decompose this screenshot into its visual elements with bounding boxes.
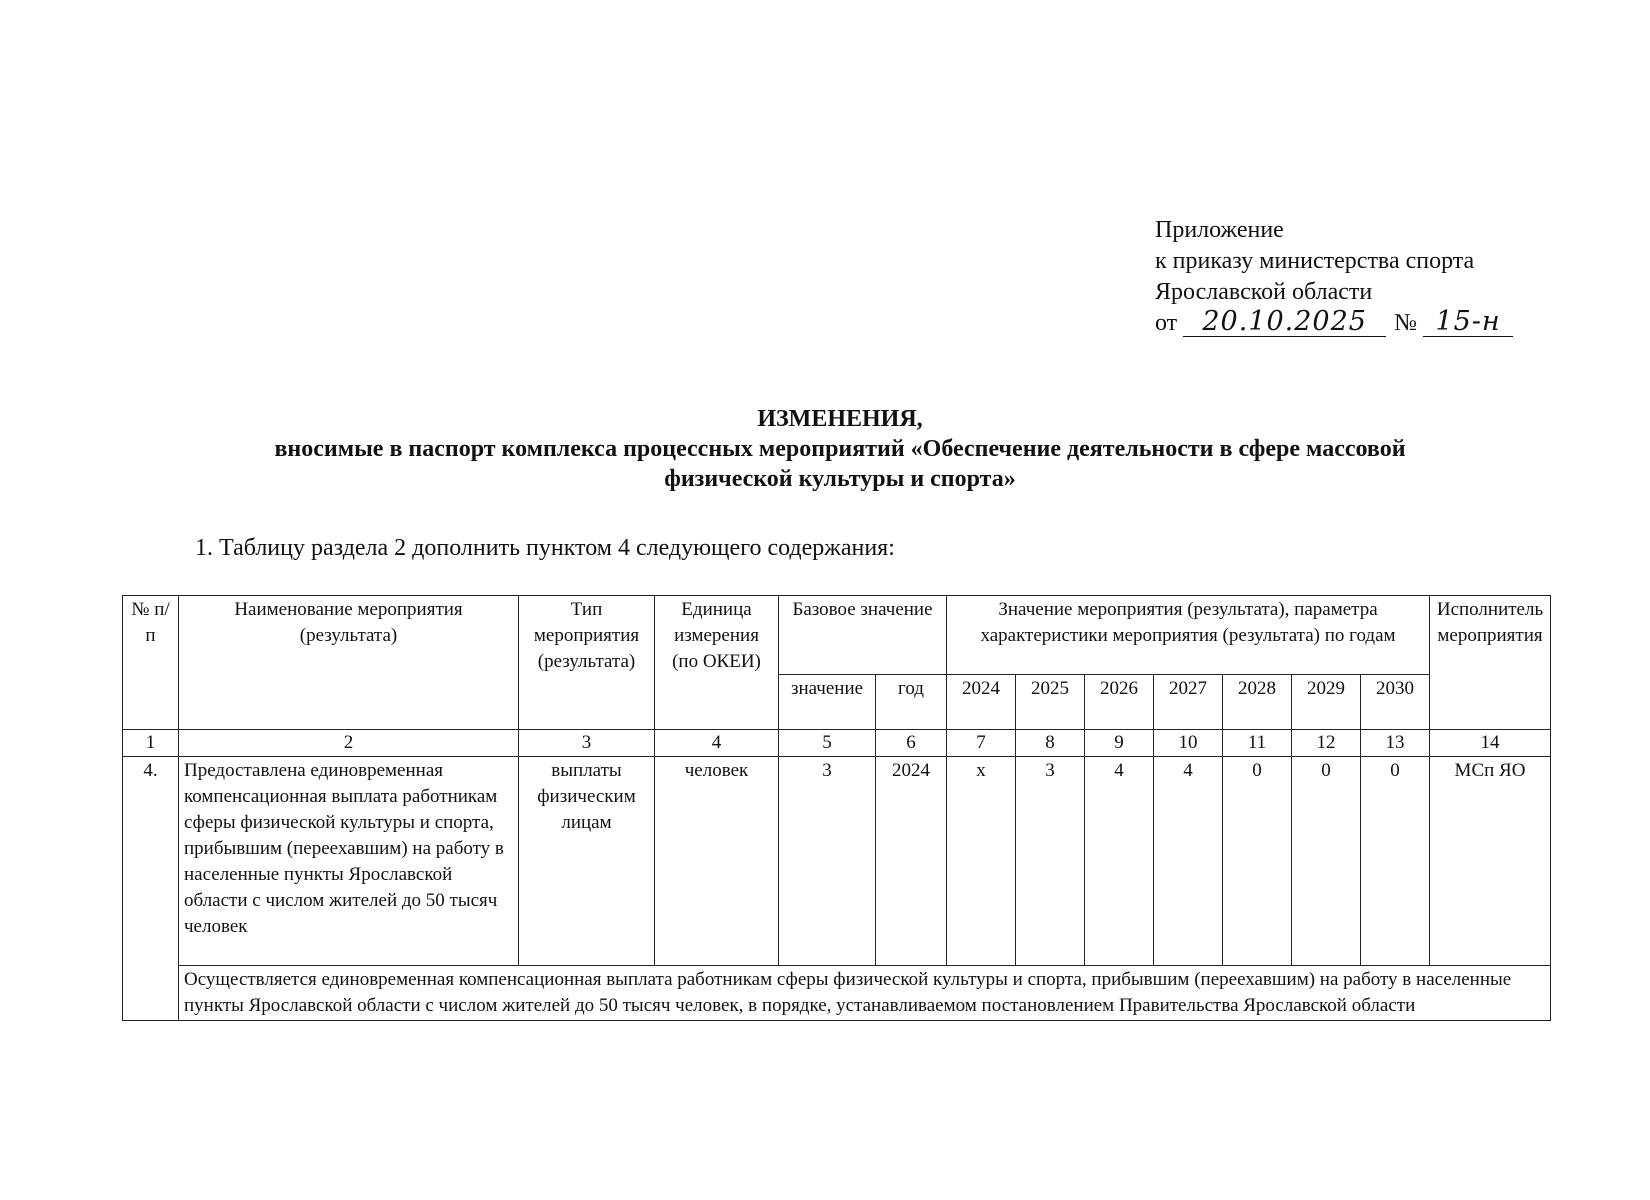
appendix-region: Ярославской области <box>1155 279 1373 305</box>
header-name: Наименование мероприятия (результата) <box>179 596 519 730</box>
column-number: 12 <box>1292 730 1361 757</box>
row-name: Предоставлена единовременная компенсационная выплата работникам сферы физической культуры и спорта, прибывшим (переехавшим) на работу в населенные пункты Ярославской области с числом жителей до 50 тысяч человек <box>179 757 519 966</box>
column-number: 3 <box>519 730 655 757</box>
column-number: 1 <box>123 730 179 757</box>
row-note: Осуществляется единовременная компенсационная выплата работникам сферы физической культуры и спорта, прибывшим (переехавшим) на работу в населенные пункты Ярославской области с числом жителей до 50 тысяч человек, в порядке, устанавливаемом постановлением Правительства Ярославской области <box>179 966 1551 1021</box>
row-unit: человек <box>655 757 779 966</box>
header-base-year: год <box>876 675 947 730</box>
header-year: 2029 <box>1292 675 1361 730</box>
appendix-order-ref: к приказу министерства спорта <box>1155 248 1475 274</box>
title-subtitle-line1: вносимые в паспорт комплекса процессных мероприятий «Обеспечение деятельности в сфере массовой <box>274 436 1406 462</box>
title-heading: ИЗМЕНЕНИЯ, <box>757 406 923 432</box>
measures-table <box>122 595 1551 1021</box>
column-number: 5 <box>779 730 876 757</box>
column-number: 2 <box>179 730 519 757</box>
column-number: 14 <box>1430 730 1551 757</box>
header-year: 2024 <box>947 675 1016 730</box>
row-year-value: 4 <box>1085 757 1154 966</box>
handwritten-number: 15-н <box>1423 308 1513 337</box>
header-values-group: Значение мероприятия (результата), параметра характеристики мероприятия (результата) по годам <box>947 596 1430 675</box>
column-number: 8 <box>1016 730 1085 757</box>
row-type: выплаты физическим лицам <box>519 757 655 966</box>
row-year-value: 0 <box>1361 757 1430 966</box>
header-row-1 <box>123 596 1551 675</box>
column-number: 9 <box>1085 730 1154 757</box>
header-base: Базовое значение <box>779 596 947 675</box>
column-number: 7 <box>947 730 1016 757</box>
header-year: 2025 <box>1016 675 1085 730</box>
header-year: 2028 <box>1223 675 1292 730</box>
header-year: 2030 <box>1361 675 1430 730</box>
row-year-value: 4 <box>1154 757 1223 966</box>
header-num: № п/п <box>123 596 179 730</box>
appendix-block <box>1155 215 1513 339</box>
document-title <box>120 404 1560 494</box>
appendix-title: Приложение <box>1155 217 1284 243</box>
note-row <box>123 966 1551 1021</box>
column-number: 10 <box>1154 730 1223 757</box>
appendix-date-line <box>1155 308 1513 339</box>
row-year-value: 0 <box>1223 757 1292 966</box>
number-label: № <box>1394 310 1418 336</box>
header-year: 2026 <box>1085 675 1154 730</box>
from-label: от <box>1155 310 1178 336</box>
intro-paragraph: 1. Таблицу раздела 2 дополнить пунктом 4 следующего содержания: <box>195 535 895 561</box>
header-executor: Исполнитель мероприятия <box>1430 596 1551 730</box>
header-unit: Единица измерения (по ОКЕИ) <box>655 596 779 730</box>
row-year-value: 3 <box>1016 757 1085 966</box>
header-type: Тип мероприятия (результата) <box>519 596 655 730</box>
row-base-value: 3 <box>779 757 876 966</box>
column-number-row <box>123 730 1551 757</box>
header-year: 2027 <box>1154 675 1223 730</box>
row-year-value: x <box>947 757 1016 966</box>
row-num: 4. <box>123 757 179 1021</box>
row-executor: МСп ЯО <box>1430 757 1551 966</box>
title-subtitle-line2: физической культуры и спорта» <box>664 466 1016 492</box>
column-number: 11 <box>1223 730 1292 757</box>
row-base-year: 2024 <box>876 757 947 966</box>
handwritten-date: 20.10.2025 <box>1183 308 1386 337</box>
header-base-value: значение <box>779 675 876 730</box>
column-number: 4 <box>655 730 779 757</box>
column-number: 6 <box>876 730 947 757</box>
table-row <box>123 757 1551 966</box>
column-number: 13 <box>1361 730 1430 757</box>
row-year-value: 0 <box>1292 757 1361 966</box>
